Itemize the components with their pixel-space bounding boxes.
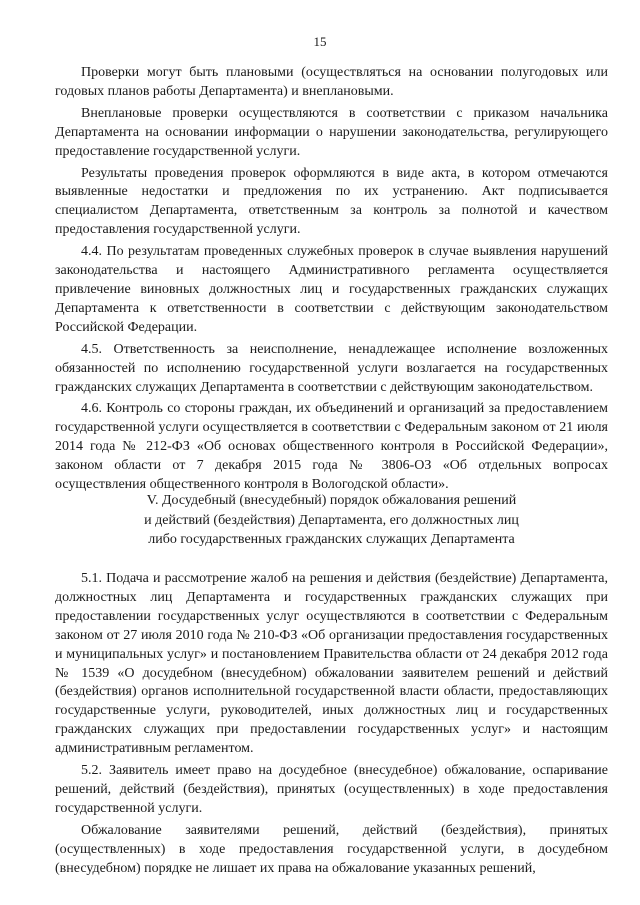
- section-heading-line-3: либо государственных гражданских служащих Департамента: [148, 532, 515, 547]
- paragraph-inspection-results: Результаты проведения проверок оформляются в виде акта, в котором отмечаются выявленные недостатки и предложения по их устранению. Акт подписывается специалистом Департамента, ответственным за контроль за полнотой и качеством предоставления государственной услуги.: [55, 165, 608, 238]
- section-heading-line-1: V. Досудебный (внесудебный) порядок обжалования решений: [146, 493, 517, 508]
- page-number: 15: [313, 34, 327, 49]
- paragraph-inspections-types: Проверки могут быть плановыми (осуществляться на основании полугодовых или годовых планов работы Департамента) и внеплановыми.: [55, 65, 608, 99]
- paragraph-5-2: 5.2. Заявитель имеет право на досудебное (внесудебное) обжалование, оспаривание решений, действий (бездействия), принятых (осуществленных) в ходе предоставления государственной услуги.: [55, 763, 608, 816]
- paragraph-5-1: 5.1. Подача и рассмотрение жалоб на решения и действия (бездействие) Департамента, должностных лиц Департамента и государственных гражданских служащих при предоставлении государственных услуг осуществляются в соответствии с Федеральным законом от 27 июля 2010 года № 210-ФЗ «Об организации предоставления государственных и муниципальных услуг» и постановлением Правительства области от 24 декабря 2012 года № 1539 «О досудебном (внесудебном) обжаловании заявителем решений и действий (бездействия) органов исполнительной государственной власти области, предоставляющих государственные услуги, руководителей, иных должностных лиц и государственных гражданских служащих при предоставлении государственных услуг» и настоящим административным регламентом.: [55, 571, 608, 757]
- bottom-text-block: [55, 570, 608, 879]
- paragraph-4-6: 4.6. Контроль со стороны граждан, их объединений и организаций за предоставлением государственной услуги осуществляется в соответствии с Федеральным законом от 21 июля 2014 года № 212-ФЗ «Об основах общественного контроля в Российской Федерации», законом области от 7 декабря 2015 года № 3806-ОЗ «Об отдельных вопросах осуществления общественного контроля в Вологодской области».: [55, 401, 608, 493]
- paragraph-4-4: 4.4. По результатам проведенных служебных проверок в случае выявления нарушений законодательства и настоящего Административного регламента осуществляется привлечение виновных должностных лиц и государственных гражданских служащих Департамента к ответственности в соответствии с действующим законодательством Российской Федерации.: [55, 244, 608, 335]
- section-heading: [55, 491, 608, 550]
- section-heading-line-2: и действий (бездействия) Департамента, его должностных лиц: [144, 512, 519, 528]
- paragraph-unscheduled-inspections: Внеплановые проверки осуществляются в соответствии с приказом начальника Департамента на основании информации о нарушении законодательства, регулирующего предоставление государственной услуги.: [55, 105, 608, 159]
- paragraph-appeal-rights: Обжалование заявителями решений, действий (бездействия), принятых (осуществленных) в ходе предоставления государственной услуги, в досудебном (внесудебном) порядке не лишает их права на обжалование указанных решений,: [55, 822, 608, 876]
- top-text-block: [55, 64, 608, 495]
- paragraph-4-5: 4.5. Ответственность за неисполнение, ненадлежащее исполнение возложенных обязанностей по исполнению государственной услуги возлагается на государственных гражданских служащих Департамента в соответствии с действующим законодательством.: [55, 341, 608, 395]
